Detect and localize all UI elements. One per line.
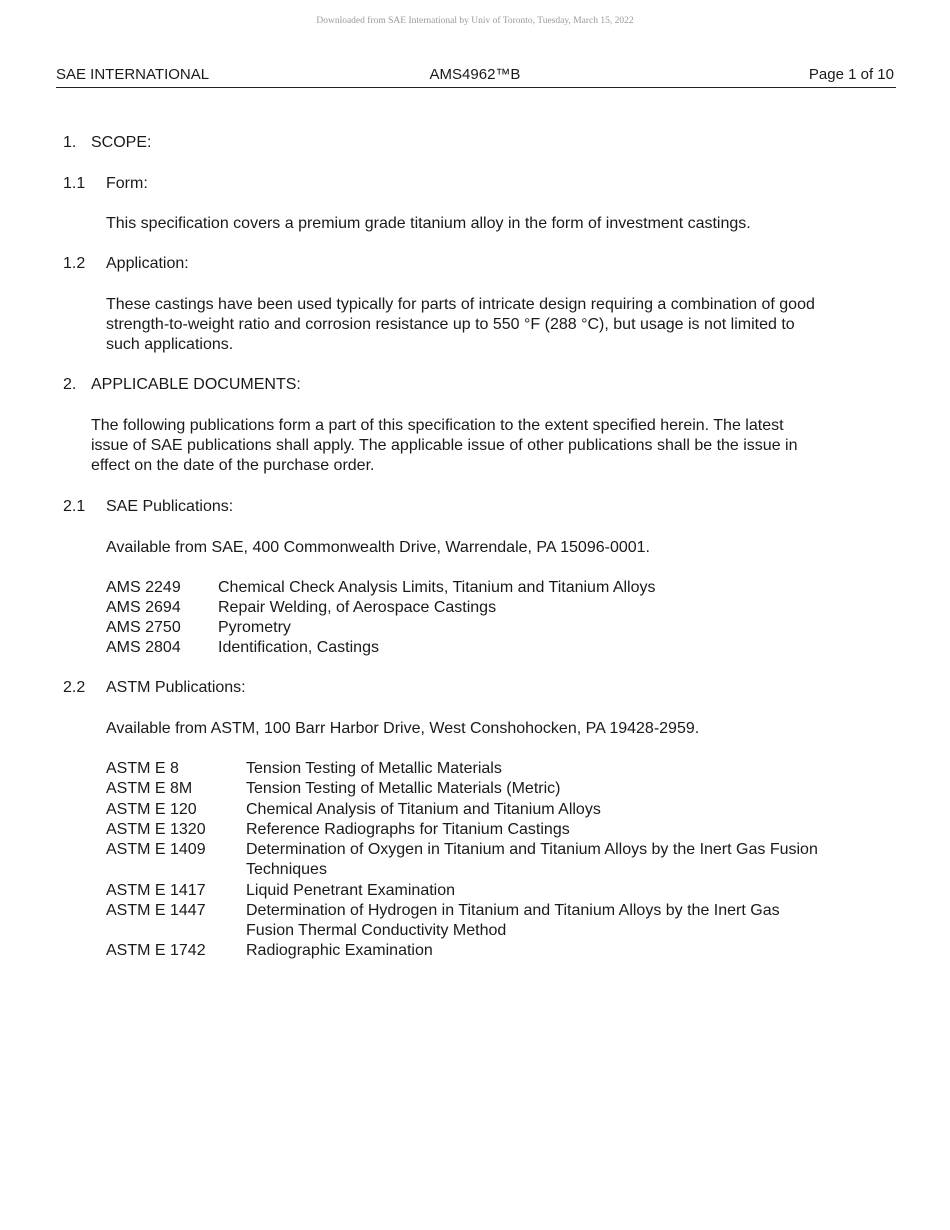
astm-ref-title-continued: Fusion Thermal Conductivity Method — [246, 922, 507, 939]
astm-ref-title: Determination of Oxygen in Titanium and Titanium Alloys by the Inert Gas Fusion — [246, 841, 818, 858]
sae-ref-title: Pyrometry — [218, 619, 291, 636]
astm-ref-title: Chemical Analysis of Titanium and Titanium Alloys — [246, 801, 601, 818]
section-2-number: 2. — [63, 376, 77, 393]
section-2-1-number: 2.1 — [63, 498, 86, 515]
astm-ref-code: ASTM E 1447 — [106, 902, 206, 919]
astm-ref-title: Reference Radiographs for Titanium Castings — [246, 821, 570, 838]
astm-ref-code: ASTM E 8M — [106, 780, 193, 797]
section-1-2-text-line: These castings have been used typically for parts of intricate design requiring a combination of good — [106, 296, 815, 313]
section-1-2-text-line: such applications. — [106, 336, 234, 353]
section-2-2-title: ASTM Publications: — [106, 679, 246, 696]
sae-ref-title: Repair Welding, of Aerospace Castings — [218, 599, 497, 616]
download-watermark: Downloaded from SAE International by Univ of Toronto, Tuesday, March 15, 2022 — [316, 16, 634, 26]
astm-ref-title: Tension Testing of Metallic Materials (Metric) — [246, 780, 561, 797]
section-1-number: 1. — [63, 134, 77, 151]
section-2-text-line: effect on the date of the purchase order. — [91, 457, 375, 474]
header-page-number: Page 1 of 10 — [808, 66, 894, 83]
astm-ref-code: ASTM E 1320 — [106, 821, 206, 838]
sae-ref-code: AMS 2694 — [106, 599, 181, 616]
astm-ref-code: ASTM E 1417 — [106, 882, 206, 899]
sae-ref-code: AMS 2804 — [106, 639, 181, 656]
section-1-1-title: Form: — [106, 175, 148, 192]
sae-ref-code: AMS 2249 — [106, 579, 181, 596]
section-2-title: APPLICABLE DOCUMENTS: — [91, 376, 301, 393]
section-1-2-title: Application: — [106, 255, 189, 272]
section-1-2-number: 1.2 — [63, 255, 86, 272]
section-2-2-number: 2.2 — [63, 679, 86, 696]
sae-ref-code: AMS 2750 — [106, 619, 181, 636]
astm-ref-code: ASTM E 1742 — [106, 942, 206, 959]
header-divider — [56, 87, 896, 88]
section-2-1-availability: Available from SAE, 400 Commonwealth Drive, Warrendale, PA 15096-0001. — [106, 539, 650, 556]
section-2-text-line: issue of SAE publications shall apply. The applicable issue of other publications shall be the issue in — [91, 437, 798, 454]
astm-ref-code: ASTM E 8 — [106, 760, 179, 777]
section-1-2-text-line: strength-to-weight ratio and corrosion resistance up to 550 °F (288 °C), but usage is not limited to — [106, 316, 795, 333]
astm-ref-title: Determination of Hydrogen in Titanium and Titanium Alloys by the Inert Gas — [246, 902, 780, 919]
header-organization: SAE INTERNATIONAL — [56, 66, 210, 83]
section-1-1-number: 1.1 — [63, 175, 86, 192]
astm-ref-title-continued: Techniques — [246, 861, 327, 878]
sae-ref-title: Identification, Castings — [218, 639, 379, 656]
sae-ref-title: Chemical Check Analysis Limits, Titanium and Titanium Alloys — [218, 579, 656, 596]
section-1-title: SCOPE: — [91, 134, 152, 151]
astm-ref-title: Radiographic Examination — [246, 942, 433, 959]
section-1-1-text: This specification covers a premium grade titanium alloy in the form of investment castings. — [106, 215, 751, 232]
astm-ref-title: Liquid Penetrant Examination — [246, 882, 456, 899]
astm-ref-title: Tension Testing of Metallic Materials — [246, 760, 502, 777]
section-2-2-availability: Available from ASTM, 100 Barr Harbor Drive, West Conshohocken, PA 19428-2959. — [106, 720, 700, 737]
section-2-text-line: The following publications form a part of this specification to the extent specified herein. The latest — [91, 417, 784, 434]
header-document-id: AMS4962™B — [429, 66, 521, 83]
section-2-1-title: SAE Publications: — [106, 498, 234, 515]
astm-ref-code: ASTM E 1409 — [106, 841, 206, 858]
astm-ref-code: ASTM E 120 — [106, 801, 197, 818]
